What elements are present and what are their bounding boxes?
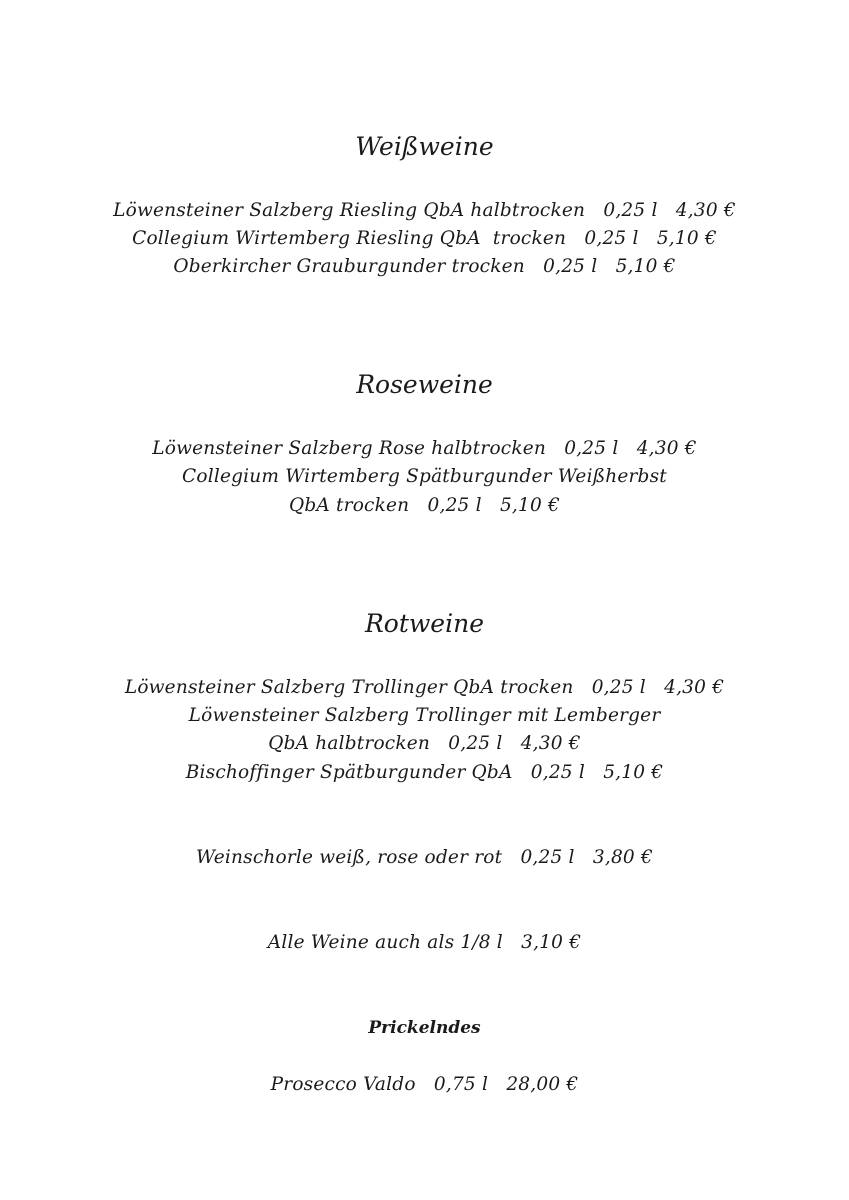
menu-item: QbA trocken 0,25 l 5,10 € (288, 495, 560, 516)
menu-item-schorle: Weinschorle weiß, rose oder rot 0,25 l 3,80 € (196, 847, 653, 868)
menu-item: Collegium Wirtemberg Spätburgunder Weißherbst (182, 466, 667, 487)
menu-item: Bischoffinger Spätburgunder QbA 0,25 l 5,10 € (185, 762, 664, 783)
menu-item: Löwensteiner Salzberg Trollinger mit Lemberger (188, 705, 661, 726)
section-title-roseweine: Roseweine (356, 370, 493, 399)
menu-item: QbA halbtrocken 0,25 l 4,30 € (268, 733, 581, 754)
section-title-prickelndes: Prickelndes (368, 1018, 481, 1038)
menu-item: Collegium Wirtemberg Riesling QbA trocken 0,25 l 5,10 € (132, 228, 717, 249)
menu-item: Oberkircher Grauburgunder trocken 0,25 l 5,10 € (173, 256, 676, 277)
menu-item: Löwensteiner Salzberg Riesling QbA halbtrocken 0,25 l 4,30 € (113, 200, 736, 221)
menu-item: Löwensteiner Salzberg Rose halbtrocken 0,25 l 4,30 € (152, 438, 697, 459)
menu-item: Prosecco Valdo 0,75 l 28,00 € (270, 1074, 579, 1095)
menu-item: Löwensteiner Salzberg Trollinger QbA trocken 0,25 l 4,30 € (124, 677, 725, 698)
menu-item-achtel: Alle Weine auch als 1/8 l 3,10 € (267, 932, 582, 953)
section-title-weissweine: Weißweine (355, 132, 494, 161)
section-title-rotweine: Rotweine (364, 609, 484, 638)
